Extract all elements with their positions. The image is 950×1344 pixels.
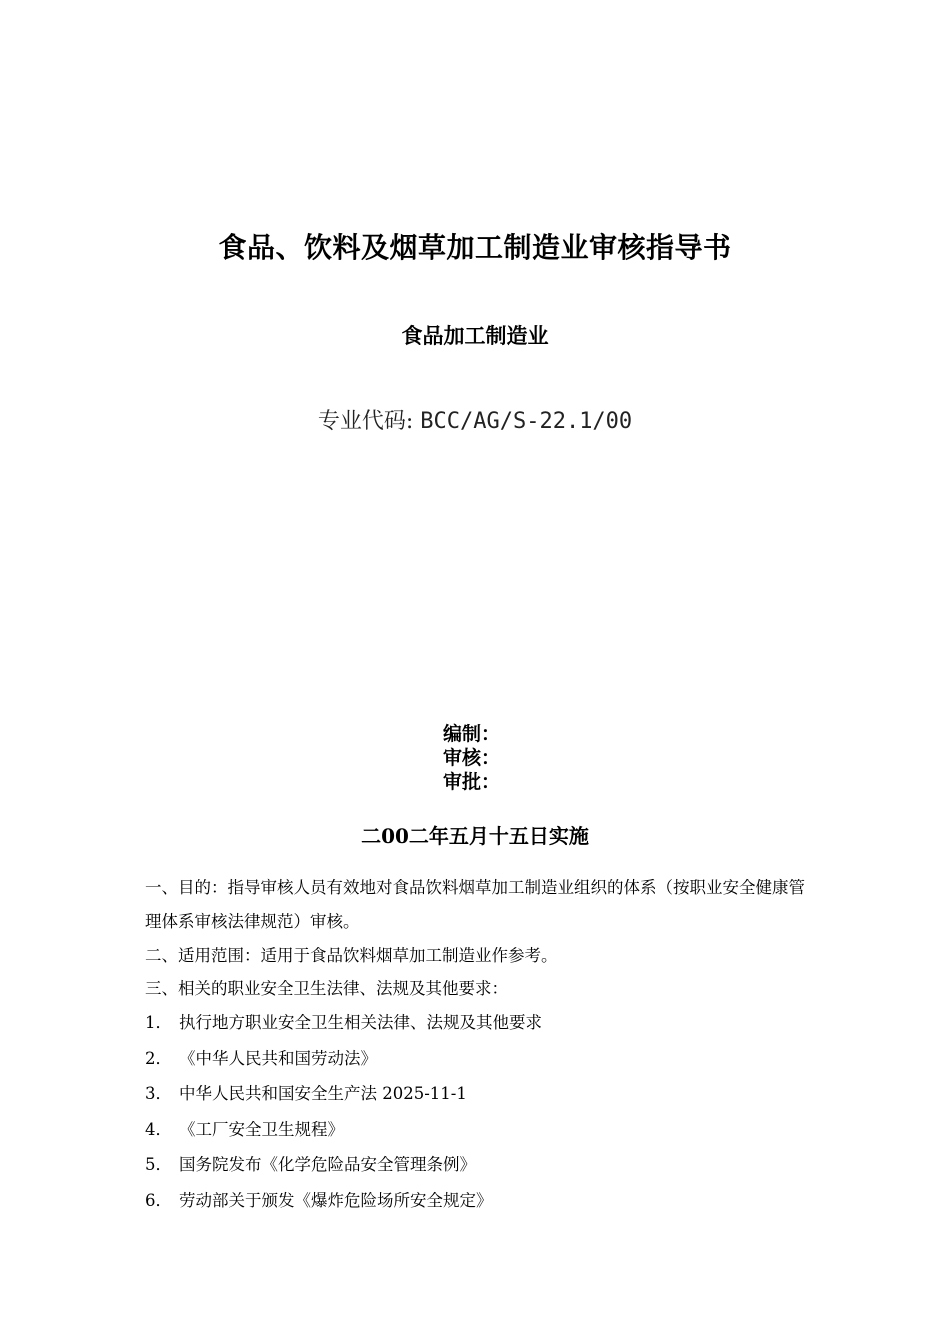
list-item-text: 国务院发布《化学危险品安全管理条例》 <box>179 1155 476 1174</box>
list-item-text: 《中华人民共和国劳动法》 <box>179 1048 377 1068</box>
document-body <box>145 871 815 1218</box>
list-item-number: 4． <box>145 1119 172 1139</box>
signoff-approved: 审批： <box>443 771 501 793</box>
specialty-code-label: 专业代码: <box>317 409 414 434</box>
scope-paragraph: 二、适用范围：适用于食品饮料烟草加工制造业作参考。 <box>145 946 558 965</box>
effective-date: 二00二年五月十五日实施 <box>361 824 589 848</box>
signoff-block <box>443 722 500 794</box>
list-item-number: 2． <box>145 1048 172 1068</box>
regulations-list <box>145 1005 815 1218</box>
list-item <box>145 1041 815 1077</box>
document-title: 食品、饮料及烟草加工制造业审核指导书 <box>218 231 732 264</box>
list-item-number: 3． <box>145 1084 172 1103</box>
document-subtitle: 食品加工制造业 <box>401 323 549 348</box>
list-item-text: 劳动部关于颁发《爆炸危险场所安全规定》 <box>179 1190 493 1210</box>
list-item-number: 1． <box>145 1013 172 1032</box>
list-item <box>145 1147 815 1183</box>
list-item-number: 6． <box>145 1190 172 1210</box>
list-item <box>145 1005 815 1041</box>
signoff-compiled: 编制： <box>443 723 501 745</box>
specialty-code <box>0 404 950 435</box>
signoff-reviewed: 审核： <box>443 747 501 769</box>
list-item <box>145 1076 815 1112</box>
list-item-text: 执行地方职业安全卫生相关法律、法规及其他要求 <box>179 1013 542 1032</box>
list-item <box>145 1112 815 1148</box>
purpose-paragraph: 一、目的：指导审核人员有效地对食品饮料烟草加工制造业组织的体系（按职业安全健康管理体系审核法律规范）审核。 <box>145 878 805 931</box>
specialty-code-value: BCC/AG/S-22.1/00 <box>420 409 633 434</box>
list-item-text: 中华人民共和国安全生产法 2025-11-1 <box>179 1084 467 1103</box>
regulations-heading: 三、相关的职业安全卫生法律、法规及其他要求： <box>145 979 508 998</box>
list-item-text: 《工厂安全卫生规程》 <box>179 1119 344 1139</box>
list-item <box>145 1183 815 1219</box>
list-item-number: 5． <box>145 1155 172 1174</box>
